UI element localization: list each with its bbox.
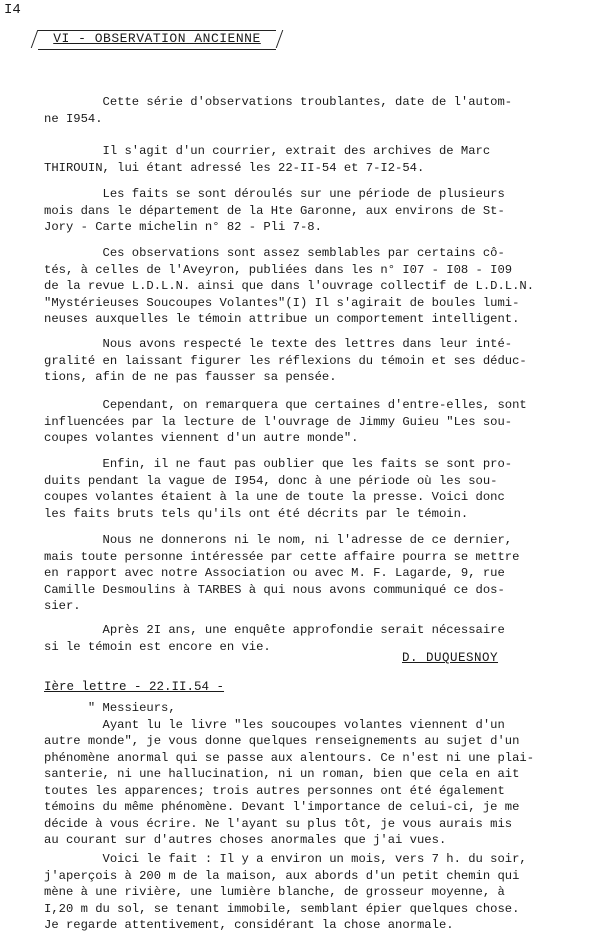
signature: D. DUQUESNOY [402, 651, 499, 665]
paragraph-aveyron: Ces observations sont assez semblables par certains cô- tés, à celles de l'Aveyron, publiées dans les n° I07 - I08 - I09 de la revue L.D.L.N. ainsi que dans l'ouvrage collectif de L.D.L.N. "Mystérieuses Soucoupes Volantes"(I) Il s'agirait de boules lumi- neuses auxquelles le témoin attribue un comportement intelligent. [44, 246, 535, 326]
paragraph-enquete: Après 2I ans, une enquête approfondie serait nécessaire si le témoin est encore en vie. [44, 623, 505, 654]
page-number: I4 [4, 2, 21, 18]
title-frame-right-slash [276, 30, 284, 48]
paragraph-texte-lettres: Nous avons respecté le texte des lettres dans leur inté- gralité en laissant figurer les réflexions du témoin et ses déduc- tions, afin de ne pas fausser sa pensée. [44, 337, 527, 384]
paragraph-contact: Nous ne donnerons ni le nom, ni l'adresse de ce dernier, mais toute personne intéressée par cette affaire pourra se mettre en rapport avec notre Association ou avec M. F. Lagarde, 9, rue Camille Desmoulins à TARBES à qui nous avons communiqué ce dos- sier. [44, 533, 520, 613]
letter-heading: Ière lettre - 22.II.54 - [44, 680, 225, 694]
title-frame [38, 30, 276, 50]
section-title-box [38, 30, 276, 48]
paragraph-lieu: Les faits se sont déroulés sur une période de plusieurs mois dans le département de la Hte Garonne, aux environs de St- Jory - Carte michelin n° 82 - Pli 7-8. [44, 187, 505, 234]
paragraph-courrier: Il s'agit d'un courrier, extrait des archives de Marc THIROUIN, lui étant adressé les 22-II-54 et 7-I2-54. [44, 144, 491, 175]
paragraph-vague: Enfin, il ne faut pas oublier que les faits se sont pro- duits pendant la vague de I954, donc à une période où les sou- coupes volantes étaient à la une de toute la presse. Voici donc les faits bruts tels qu'ils ont été décrits par le témoin. [44, 457, 513, 521]
section-title: VI - OBSERVATION ANCIENNE [53, 31, 261, 46]
paragraph-influence: Cependant, on remarquera que certaines d'entre-elles, sont influencées par la lecture de l'ouvrage de Jimmy Guieu "Les sou- coupes volantes viennent d'un autre monde". [44, 398, 527, 445]
paragraph-intro: Cette série d'observations troublantes, date de l'autom- ne I954. [44, 95, 513, 126]
letter-paragraph-1: " Messieurs, Ayant lu le livre "les soucoupes volantes viennent d'un autre monde", je vous donne quelques renseignements au sujet d'un phénomène anormal qui se passe aux alentours. Ce n'est ni une plai- santerie, ni une hallucination, ni un roman, bien que cela en ait toutes les apparences; trois autres personnes ont été également témoins du même phénomène. Devant l'importance de celui-ci, je me décide à vous écrire. Ne l'ayant su plus tôt, je vous aurais mis au courant sur d'autres choses anormales que j'ai vues. [44, 701, 535, 847]
letter-paragraph-2: Voici le fait : Il y a environ un mois, vers 7 h. du soir, j'aperçois à 200 m de la maison, aux abords d'un petit chemin qui mène à une rivière, une lumière blanche, de grosseur moyenne, à I,20 m du sol, se tenant immobile, semblant épier quelques chose. Je regarde attentivement, considérant la chose anormale. [44, 852, 527, 932]
